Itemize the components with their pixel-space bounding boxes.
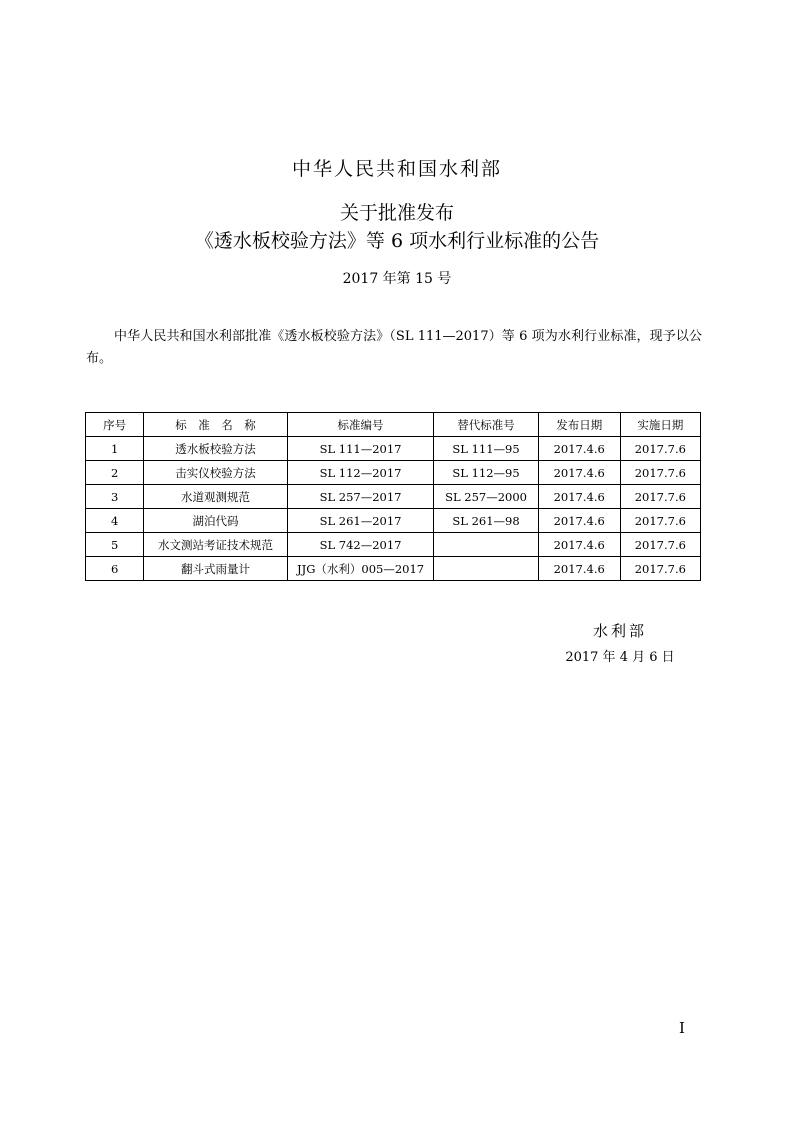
- issuing-ministry: 中华人民共和国水利部: [291, 158, 502, 180]
- cell-name: 透水板校验方法: [144, 437, 287, 461]
- cell-code: SL 112—2017: [287, 461, 434, 485]
- cell-effective-date: 2017.7.6: [620, 557, 700, 581]
- table-row: [86, 485, 701, 509]
- table-row: [86, 557, 701, 581]
- cell-replaced: [434, 533, 538, 557]
- cell-issue-date: 2017.4.6: [538, 533, 620, 557]
- cell-code: JJG（水利）005—2017: [287, 557, 434, 581]
- cell-seq: 1: [86, 437, 144, 461]
- cell-issue-date: 2017.4.6: [538, 437, 620, 461]
- col-header-name: 标 准 名 称: [144, 413, 287, 437]
- col-header-effective-date: 实施日期: [620, 413, 700, 437]
- cell-issue-date: 2017.4.6: [538, 485, 620, 509]
- standards-table-header: [86, 413, 701, 437]
- document-number: 2017 年第 15 号: [342, 271, 452, 287]
- standards-table: [85, 412, 701, 581]
- table-row: [86, 509, 701, 533]
- cell-name: 水道观测规范: [144, 485, 287, 509]
- cell-name: 湖泊代码: [144, 509, 287, 533]
- cell-name: 水文测站考证技术规范: [144, 533, 287, 557]
- announcement-body: 中华人民共和国水利部批准《透水板校验方法》（SL 111—2017）等 6 项为水利行业标准，现予以公布。: [86, 329, 702, 366]
- col-header-seq: 序号: [86, 413, 144, 437]
- cell-effective-date: 2017.7.6: [620, 509, 700, 533]
- cell-issue-date: 2017.4.6: [538, 509, 620, 533]
- cell-code: SL 257—2017: [287, 485, 434, 509]
- col-header-replaced: 替代标准号: [434, 413, 538, 437]
- cell-code: SL 261—2017: [287, 509, 434, 533]
- col-header-code: 标准编号: [287, 413, 434, 437]
- cell-seq: 4: [86, 509, 144, 533]
- cell-replaced: SL 261—98: [434, 509, 538, 533]
- announcement-title-line-2: 《透水板校验方法》等 6 项水利行业标准的公告: [194, 230, 600, 252]
- cell-seq: 2: [86, 461, 144, 485]
- header-row: [86, 413, 701, 437]
- cell-seq: 5: [86, 533, 144, 557]
- table-row: [86, 461, 701, 485]
- cell-seq: 6: [86, 557, 144, 581]
- table-row: [86, 533, 701, 557]
- cell-issue-date: 2017.4.6: [538, 557, 620, 581]
- announcement-title-line-1: 关于批准发布: [339, 202, 454, 224]
- cell-replaced: SL 257—2000: [434, 485, 538, 509]
- cell-replaced: [434, 557, 538, 581]
- cell-name: 翻斗式雨量计: [144, 557, 287, 581]
- signing-authority: 水利部: [592, 622, 647, 640]
- signing-date: 2017 年 4 月 6 日: [565, 650, 675, 665]
- table-row: [86, 437, 701, 461]
- cell-effective-date: 2017.7.6: [620, 461, 700, 485]
- standards-table-body: [86, 437, 701, 581]
- cell-code: SL 111—2017: [287, 437, 434, 461]
- cell-replaced: SL 112—95: [434, 461, 538, 485]
- cell-seq: 3: [86, 485, 144, 509]
- cell-replaced: SL 111—95: [434, 437, 538, 461]
- page-number: I: [679, 1019, 685, 1037]
- cell-effective-date: 2017.7.6: [620, 533, 700, 557]
- col-header-issue-date: 发布日期: [538, 413, 620, 437]
- cell-name: 击实仪校验方法: [144, 461, 287, 485]
- cell-issue-date: 2017.4.6: [538, 461, 620, 485]
- cell-code: SL 742—2017: [287, 533, 434, 557]
- cell-effective-date: 2017.7.6: [620, 437, 700, 461]
- cell-effective-date: 2017.7.6: [620, 485, 700, 509]
